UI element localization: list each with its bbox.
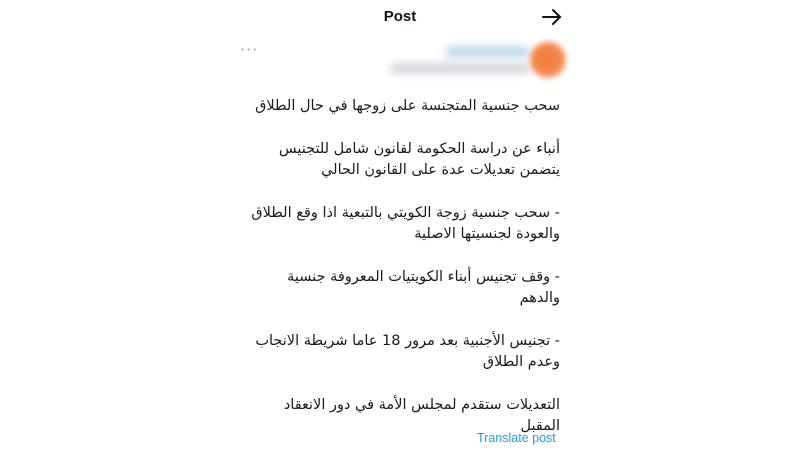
- post-text: [240, 96, 560, 437]
- post-line: يتضمن تعديلات عدة على القانون الحالي: [321, 162, 560, 178]
- post-line: أنباء عن دراسة الحكومة لقانون شامل للتجنيس: [278, 141, 560, 157]
- avatar[interactable]: [530, 42, 566, 78]
- post-line: - وقف تجنيس أبناء الكويتيات المعروفة جنسية: [287, 269, 560, 285]
- post-header: [0, 0, 800, 34]
- translate-post-link[interactable]: Translate post: [477, 431, 556, 445]
- post-paragraph: [240, 139, 560, 181]
- post-line: - تجنيس الأجنبية بعد مرور 18 عاما شريطة الانجاب: [255, 333, 560, 349]
- author-handle-redacted: [390, 63, 530, 74]
- post-paragraph: [240, 331, 560, 373]
- more-options-icon[interactable]: ···: [240, 40, 259, 59]
- post-paragraph: [240, 203, 560, 245]
- arrow-right-icon[interactable]: [541, 7, 563, 27]
- post-line: والعودة لجنسيتها الاصلية: [414, 226, 560, 242]
- post-paragraph: [240, 267, 560, 309]
- post-line: - سحب جنسية زوجة الكويتي بالتبعية اذا وقع الطلاق: [251, 205, 560, 221]
- author-name-redacted: [445, 46, 530, 58]
- post-line: والدهم: [519, 290, 560, 306]
- post-line: سحب جنسية المتجنسة على زوجها في حال الطلاق: [255, 98, 560, 114]
- post-line: التعديلات ستقدم لمجلس الأمة في دور الانعقاد: [283, 397, 560, 413]
- post-paragraph: [240, 96, 560, 117]
- author-row[interactable]: [230, 38, 570, 88]
- page-title: Post: [383, 8, 417, 25]
- post-line: وعدم الطلاق: [482, 354, 560, 370]
- post-line: المقبل: [520, 418, 560, 434]
